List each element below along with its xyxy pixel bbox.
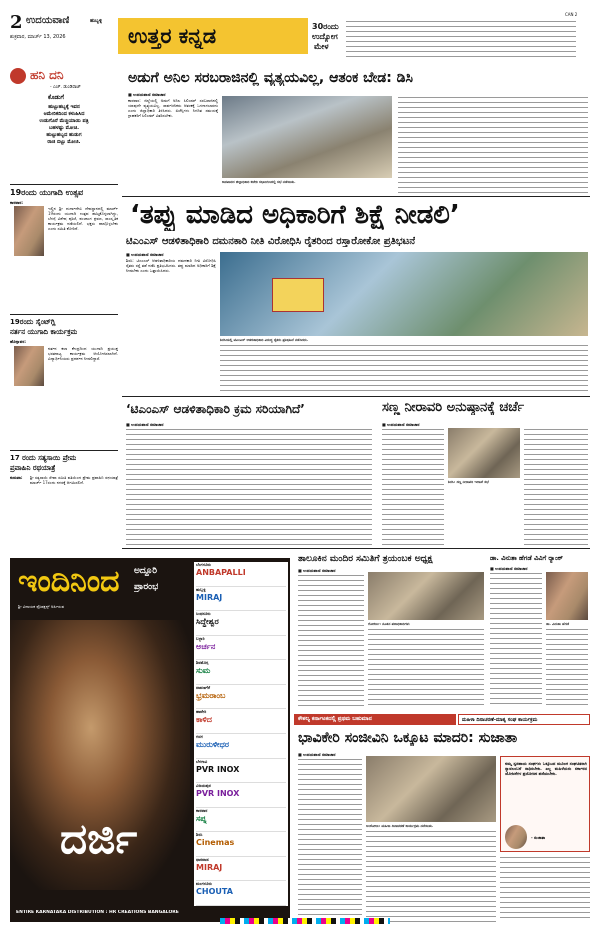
- irrigation-text: [382, 428, 444, 546]
- theatre-name: ಅರ್ಚನ: [196, 641, 216, 651]
- theatre-city: ಶಿರಸಿ: [196, 832, 203, 838]
- story2-byline: ಹೊನ್ನಾವರ:: [10, 339, 26, 344]
- taluk-caption: ಗೋಕರ್ಣ: ನೂತನ ಪದಾಧಿಕಾರಿಗಳು: [368, 622, 410, 626]
- story2-title-2: ನರ್ತನ ಯುಗಾದಿ ಕಾರ್ಯಕ್ರಮ: [10, 328, 78, 336]
- rank-byline: ■ ಉದಯವಾಣಿ ಸಮಾಚಾರ: [490, 566, 528, 571]
- column-author: - ಎಚ್. ಡುಂಡಿರಾಜ್: [50, 85, 81, 90]
- theatre-city: ದಾವಣಗೆರೆ: [196, 684, 210, 690]
- lead-byline: ■ ಉದಯವಾಣಿ ಸಮಾಚಾರ: [128, 92, 166, 97]
- column-title: ಹನಿ ದನಿ: [30, 68, 64, 82]
- theatre-city: ವಿಜಯಪುರ: [196, 783, 211, 789]
- rank-text: [490, 572, 542, 708]
- irrigation-byline: ■ ಉದಯವಾಣಿ ಸಮಾಚಾರ: [382, 422, 420, 427]
- theatre-city: ಗದಗ: [196, 734, 203, 739]
- tms-text: [126, 428, 372, 546]
- theatre-city: ಮಂಗಳೂರು: [196, 881, 212, 887]
- theatre-name: ಕಾಳಿದ: [196, 715, 212, 725]
- header-brief: [346, 20, 576, 58]
- irrigation-photo: [448, 428, 520, 478]
- poem-title: ಕೊಡುಗೆ: [48, 94, 64, 101]
- color-code: CAN 2: [565, 12, 578, 17]
- quote-text: ನಮ್ಮ ಸ್ವಸಹಾಯ ಸಂಘಗಳು ಒಕ್ಕೂಟದ ಮೂಲಕ ಸಂಘಟಿತರಾಗಿ ಸ್ವಾವಲಂಬನೆ ಸಾಧಿಸಬೇಕು. ಎಲ್ಲ ಮಹಿಳೆಯರು ಸರ್ಕಾರದ ಯೋಜನೆಗಳ ಪ್ರಯೋಜನ ಪಡೆಯಬೇಕು.: [505, 761, 587, 776]
- edition-label: ಹುಬ್ಬಳ್ಳಿ: [90, 18, 103, 24]
- main-text-cols: [220, 344, 588, 394]
- theatre-city: ಧಾರವಾಡ: [196, 856, 209, 862]
- tms-headline: ‘ಟಿಎಂಎಸ್ ಆಡಳಿತಾಧಿಕಾರಿ ಕ್ರಮ ಸರಿಯಾಗಿದೆ’: [126, 402, 305, 416]
- rank-photo: [546, 572, 588, 620]
- tms-story: [122, 398, 376, 548]
- main-subheadline: ಟಿಎಂಎಸ್ ಆಡಳಿತಾಧಿಕಾರಿ ದಮನಕಾರಿ ನೀತಿ ವಿರೋಧಿಸಿ ರೈತರಿಂದ ರಸ್ತಾರೋಕೋ ಪ್ರತಿಭಟನೆ: [126, 236, 416, 247]
- poem-line: ಹುಟ್ಟುಹಬ್ಬಕ್ಕೆ ಇವನ: [48, 104, 80, 110]
- theatre-name: CHOUTA: [196, 887, 233, 897]
- taluk-text-2: [368, 628, 484, 708]
- ad-title: ಇಂದಿನಿಂದ: [18, 564, 120, 599]
- theatre-entry: [196, 660, 286, 685]
- movie-title: ದರ್ಜಿ: [60, 814, 138, 863]
- taluk-byline: ■ ಉದಯವಾಣಿ ಸಮಾಚಾರ: [298, 568, 336, 573]
- poem-line: ಹುಟ್ಟುಹಬ್ಬದ ಹುಡುಗ: [46, 132, 82, 138]
- theatre-name: ANBAPALLI: [196, 568, 246, 577]
- irrigation-text-2: [524, 428, 588, 546]
- theatre-name: ಮುರುಳೀಧರ: [196, 740, 229, 749]
- theatre-name: ಸಪ್ನ: [196, 813, 207, 823]
- theatre-entry: [196, 759, 286, 784]
- theatre-entry: [196, 832, 286, 857]
- irrigation-caption: ಶಿರಸಿ: ಸಣ್ಣ ನೀರಾವರಿ ಇಲಾಖೆ ಸಭೆ: [448, 480, 489, 484]
- poem-line: ಬಹಳಷ್ಟು ಮೋಚಿ.: [49, 125, 79, 131]
- story1-title: 19ರಂದು ಯುಗಾದಿ ಉತ್ಸವ: [10, 188, 84, 197]
- theatre-entry: [196, 562, 286, 587]
- theatre-city: ಬೆಳಗಾವಿ: [196, 758, 208, 764]
- theatre-entry: [196, 709, 286, 734]
- story3-title: 17 ರಂದು ಸತ್ಯಸಾಯಿ ಪ್ರೇಮ: [10, 454, 77, 462]
- divider: [10, 184, 118, 185]
- women-text-2: [366, 830, 496, 922]
- theatre-name: ಭ್ರಮರಾಂಬ: [196, 690, 226, 700]
- theatre-city: ಕಾರವಾರ: [196, 807, 208, 813]
- irrigation-story: [378, 398, 590, 548]
- ad-subtitle-1: ಅದ್ದೂರಿ: [134, 566, 158, 576]
- story2-title: 19ರಂದು ಸೈಂಟ್‌ಗ್ಲಿ: [10, 318, 56, 326]
- theatre-name: Cinemas: [196, 838, 235, 848]
- theatre-city: ಬೆಂಗಳೂರು: [196, 562, 211, 567]
- poem-line: ಅಮೇರಿಕದಿಂದ ಕಳುಹಿಸಿದ: [43, 111, 85, 117]
- theatre-entry: [196, 808, 286, 833]
- lead-text-cols: [398, 96, 588, 194]
- theatre-city: ಹಾವೇರಿ: [196, 709, 207, 715]
- story3-title-2: ಪ್ರವಾಹಿನಿ ರಥಯಾತ್ರೆ: [10, 464, 56, 472]
- rank-caption: ಡಾ. ವಿನುತಾ ಹೆಗಡೆ: [546, 622, 570, 626]
- story2-text: ನರ್ತನ ಕಲಾ ಕೇಂದ್ರದಿಂದ ಯುಗಾದಿ ಪ್ರಯುಕ್ತ ಭರತನಾಟ್ಯ ಕಾರ್ಯಕ್ರಮ ಆಯೋಜಿಸಲಾಗಿದೆ. ವಿದ್ಯಾರ್ಥಿನಿಯರು ಪ್ರದರ್ಶನ ನೀಡಲಿದ್ದಾರೆ.: [48, 346, 118, 361]
- theatre-name: MIRAJ: [196, 592, 223, 602]
- women-byline: ■ ಉದಯವಾಣಿ ಸಮಾಚಾರ: [298, 752, 336, 757]
- masthead: [10, 12, 590, 64]
- ad-credits: ಶ್ರೀ ವಿನಾಯಕ ಪ್ರೊಡಕ್ಷನ್ಸ್ ಅರ್ಪಿಸುವ: [18, 604, 65, 609]
- theatre-list: [194, 562, 288, 906]
- divider: [122, 196, 590, 197]
- theatre-name: PVR INOX: [196, 764, 240, 774]
- lead-photo: [222, 96, 392, 178]
- taluk-headline: ತಾಲೂಕಿನ ಮಂದಿರ ಸಮಿತಿಗೆ ತ್ರಯಂಬಕ ಅಧ್ಯಕ್ಷ: [298, 554, 433, 564]
- divider: [122, 396, 590, 397]
- main-story: [122, 198, 590, 396]
- theatre-name: PVR INOX: [196, 789, 240, 799]
- protest-banner: [272, 278, 324, 312]
- lead-text: ಕಾರವಾರ: ಜಿಲ್ಲೆಯಲ್ಲಿ ಅಡುಗೆ ಅನಿಲ ಸಿಲಿಂಡರ್ ಸರಬರಾಜಿನಲ್ಲಿ ಯಾವುದೇ ವ್ಯತ್ಯಯವಿಲ್ಲ. ಸಾರ್ವಜನಿಕರು ಆತಂಕಕ್ಕೆ ಒಳಗಾಗಬಾರದು ಎಂದು ಜಿಲ್ಲಾಧಿಕಾರಿ ತಿಳಿಸಿದರು. ಏಜೆನ್ಸಿಗಳು ನಿಗದಿತ ಸಮಯಕ್ಕೆ ಗ್ರಾಹಕರಿಗೆ ಸಿಲಿಂಡರ್ ವಿತರಿಸಬೇಕು.: [128, 98, 218, 118]
- kicker-banner-left: [294, 714, 456, 725]
- quote-box: [500, 756, 590, 852]
- registration-marks: [220, 918, 390, 924]
- taluk-photo: [368, 572, 484, 620]
- sidebar: [10, 66, 118, 556]
- theatre-entry: [196, 611, 286, 636]
- theatre-city: ಹುಬ್ಬಳ್ಳಿ: [196, 586, 206, 592]
- story1-byline: ಕಾರವಾರ:: [10, 200, 24, 205]
- page-number: 2: [10, 12, 23, 33]
- main-headline: ‘ತಪ್ಪು ಮಾಡಿದ ಅಧಿಕಾರಿಗೆ ಶಿಕ್ಷೆ ನೀಡಲಿ’: [130, 200, 460, 230]
- theatre-entry: [196, 881, 286, 906]
- theatre-entry: [196, 636, 286, 661]
- theatre-entry: [196, 857, 286, 882]
- divider: [122, 548, 590, 549]
- tms-byline: ■ ಉದಯವಾಣಿ ಸಮಾಚಾರ: [126, 422, 164, 427]
- divider: [10, 314, 118, 315]
- ad-distribution: ENTIRE KARNATAKA DISTRIBUTION : HR CREATIONS BANGALORE: [16, 910, 179, 915]
- rank-text-2: [546, 628, 588, 708]
- taluk-text: [298, 574, 364, 708]
- main-byline: ■ ಉದಯವಾಣಿ ಸಮಾಚಾರ: [126, 252, 164, 257]
- poem-body: [14, 104, 114, 146]
- women-photo: [366, 756, 496, 822]
- theatre-entry: [196, 685, 286, 710]
- weather-word-2: ಮೇಳ: [314, 42, 329, 51]
- quote-author: - ಸುಜಾತಾ: [531, 835, 546, 840]
- story3-byline: ಕುಮಟಾ:: [10, 475, 23, 480]
- taluk-story: [294, 552, 488, 710]
- main-text: ಶಿರಸಿ: ಟಿಎಂಎಸ್ ಆಡಳಿತಾಧಿಕಾರಿಯ ದಮನಕಾರಿ ನೀತಿ ವಿರೋಧಿಸಿ ರೈತರು ರಸ್ತೆ ತಡೆ ನಡೆಸಿ ಪ್ರತಿಭಟಿಸಿದರು. ತಪ್ಪು ಮಾಡಿದ ಅಧಿಕಾರಿಗೆ ಶಿಕ್ಷೆ ನೀಡಬೇಕು ಎಂದು ಒತ್ತಾಯಿಸಿದರು.: [126, 258, 216, 273]
- quote-photo: [505, 825, 527, 849]
- theatre-name: ಸಿದ್ಧೇಶ್ವರ: [196, 617, 219, 627]
- theatre-city: ಶಿವಮೊಗ್ಗ: [196, 660, 209, 666]
- theatre-city: ಸಿಂಧನೂರು: [196, 611, 211, 617]
- main-caption: ಶಿರಸಿಯಲ್ಲಿ ಟಿಎಂಎಸ್ ಆಡಳಿತಾಧಿಕಾರಿ ವಿರುದ್ಧ ರೈತರು ಪ್ರತಿಭಟನೆ ನಡೆಸಿದರು.: [220, 338, 309, 342]
- theatre-entry: [196, 734, 286, 759]
- women-headline: ಭಾವಿಕೇರಿ ಸಂಜೀವಿನಿ ಒಕ್ಕೂಟ ಮಾದರಿ: ಸುಜಾತಾ: [298, 730, 518, 746]
- story1-text: ಇಲ್ಲಿನ ಶ್ರೀ ದುರ್ಗಾದೇವಿ ದೇವಸ್ಥಾನದಲ್ಲಿ ಮಾರ್ಚ್ 19ರಂದು ಯುಗಾದಿ ಉತ್ಸವ ಹಮ್ಮಿಕೊಳ್ಳಲಾಗಿದ್ದು, ಬೆಳಗ್ಗೆ ವಿಶೇಷ ಪೂಜೆ, ಪಂಚಾಂಗ ಶ್ರವಣ, ಸಾಂಸ್ಕೃತಿಕ ಕಾರ್ಯಕ್ರಮ ನಡೆಯಲಿದೆ. ಭಕ್ತರು ಪಾಲ್ಗೊಳ್ಳಬೇಕು ಎಂದು ಸಮಿತಿ ಕೋರಿದೆ.: [48, 206, 118, 231]
- women-caption: ಅಂಕೋಲಾ: ಮಹಿಳಾ ದಿನಾಚರಣೆ ಕಾರ್ಯಕ್ರಮ ನಡೆಯಿತು.: [366, 824, 434, 828]
- story3-text: ಶ್ರೀ ಸತ್ಯಸಾಯಿ ಸೇವಾ ಸಮಿತಿ ವತಿಯಿಂದ ಪ್ರೇಮ ಪ್ರವಾಹಿನಿ ರಥಯಾತ್ರೆ ಮಾರ್ಚ್ 17ರಂದು ನಗರಕ್ಕೆ ಆಗಮಿಸಲಿದೆ.: [30, 475, 118, 485]
- rank-story: [490, 552, 590, 710]
- divider: [10, 450, 118, 451]
- date-line: ಶುಕ್ರವಾರ, ಮಾರ್ಚ್ 13, 2026: [10, 34, 66, 40]
- women-text: [298, 758, 362, 922]
- ad-subtitle-2: ಪ್ರಾರಂಭ: [134, 582, 159, 592]
- lead-headline: ಅಡುಗೆ ಅನಿಲ ಸರಬರಾಜಿನಲ್ಲಿ ವ್ಯತ್ಯಯವಿಲ್ಲ, ಆತಂಕ ಬೇಡ: ಡಿಸಿ: [128, 70, 413, 86]
- weather-days: 30ರಂದು: [312, 22, 339, 31]
- weather-word: ಉದ್ಯೋಗ: [312, 32, 338, 41]
- story2-photo: [14, 346, 44, 386]
- poem-line: ಉಡುಗೊರೆ ಮೆಚ್ಚಿಯಾಯಿ ಪತ್ರಿ: [39, 118, 89, 124]
- section-title: ಉತ್ತರ ಕನ್ನಡ: [128, 24, 217, 48]
- paper-name: ಉದಯವಾಣಿ: [26, 15, 70, 26]
- poem-line: ರಾಜಿ ಬಿಟ್ಟು ಮೋಜಿ.: [47, 139, 81, 145]
- movie-ad: [10, 558, 290, 922]
- hani-dani-badge: [10, 68, 26, 84]
- rank-headline: ಡಾ. ವಿನುತಾ ಹೆಗಡೆ ವಿವಿಗೆ ರ‍್ಯಾಂಕ್: [490, 554, 563, 562]
- kicker-banner-right: [458, 714, 590, 725]
- kicker-right: ಮಹಿಳಾ ದಿನಾಚರಣೆ-ಮಾತೃ ಸಂಘ ಕಾರ್ಯಕ್ರಮ: [462, 717, 538, 723]
- irrigation-headline: ಸಣ್ಣ ನೀರಾವರಿ ಅನುಷ್ಠಾನಕ್ಕೆ ಚರ್ಚೆ: [382, 400, 525, 415]
- story1-photo: [14, 206, 44, 256]
- theatre-entry: [196, 783, 286, 808]
- women-text-3: [500, 856, 590, 922]
- women-story: [294, 728, 590, 924]
- theatre-name: ಸುಮ: [196, 666, 211, 676]
- theatre-name: MIRAJ: [196, 862, 223, 872]
- lead-story: [122, 66, 590, 196]
- theatre-entry: [196, 587, 286, 612]
- theatre-city: ಬಳ್ಳಾರಿ: [196, 635, 205, 641]
- lead-caption: ಕಾರವಾರದ ಜಿಲ್ಲಾಧಿಕಾರಿ ಕಚೇರಿ ಸಭಾಂಗಣದಲ್ಲಿ ಸಭೆ ನಡೆಯಿತು.: [222, 180, 296, 184]
- kicker-left: ಕೌಶಲ್ಯ ಕರ್ನಾಟಕದಲ್ಲಿ ಪ್ರಥಮ ಬಹುಮಾನ: [298, 716, 372, 722]
